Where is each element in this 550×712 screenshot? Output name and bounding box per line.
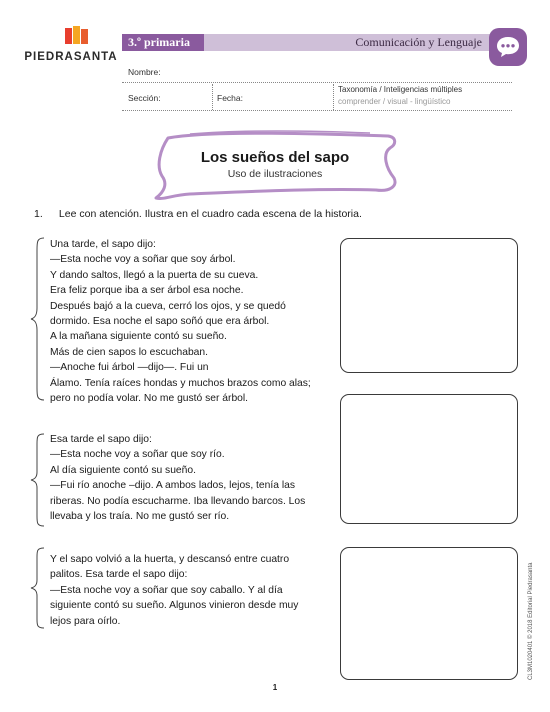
story-line: riberas. No podía escucharme. Iba llevando barcos. Los (50, 495, 306, 507)
date-label: Fecha: (217, 93, 243, 103)
form-divider (212, 84, 213, 110)
section-line (122, 110, 512, 111)
story-line: llevaba y los traía. No me gustó ser río. (50, 511, 230, 523)
story-line: Era feliz porque iba a ser árbol esa noche. (50, 285, 244, 297)
instruction-number: 1. (34, 208, 43, 220)
story-line: Y dando saltos, llegó a la puerta de su cueva. (50, 269, 259, 281)
story-line: dormido. Esa noche el sapo soñó que era árbol. (50, 316, 270, 328)
story-line: A la mañana siguiente contó su sueño. (50, 331, 227, 343)
story-block-1 (50, 237, 340, 406)
chat-bubble-icon (495, 35, 521, 59)
story-block-3 (50, 552, 340, 629)
instruction (34, 208, 362, 220)
subject-label: Comunicación y Lenguaje (355, 35, 482, 49)
story-line: Una tarde, el sapo dijo: (50, 239, 156, 250)
taxonomy-values: comprender / visual - lingüístico (338, 97, 451, 106)
story-line: Álamo. Tenía raíces hondas y muchos brazos como alas; (50, 377, 311, 389)
brace-icon (30, 546, 48, 630)
story-line: Más de cien sapos lo escuchaban. (50, 346, 208, 358)
page-number: 1 (272, 683, 278, 692)
chat-badge (489, 28, 527, 66)
illustration-box-3[interactable] (340, 547, 518, 680)
story-line: —Esta noche voy a soñar que soy río. (50, 449, 225, 461)
name-label: Nombre: (128, 67, 161, 77)
grade-label: 3.º primaria (122, 34, 204, 51)
story-line: Al día siguiente contó su sueño. (50, 464, 196, 476)
story-line: siguiente contó su sueño. Algunos vinieron desde muy (50, 600, 299, 612)
brace-icon (30, 236, 48, 402)
story-line: Después bajó a la cueva, cerró los ojos, y se quedó (50, 300, 286, 312)
illustration-box-2[interactable] (340, 394, 518, 524)
story-line: —Esta noche voy a soñar que soy caballo. Y al día (50, 584, 283, 596)
name-line[interactable] (122, 82, 512, 83)
story-line: —Fui río anoche –dijo. A ambos lados, lejos, tenía las (50, 480, 295, 492)
story-line: lejos para oírlo. (50, 615, 121, 627)
story-block-2 (50, 432, 340, 524)
copyright-note: CL3M1020401 © 2018 Editorial Piedrasanta (528, 562, 534, 680)
story-line: —Anoche fui árbol —dijo—. Fui un (50, 362, 209, 374)
form-divider (333, 84, 334, 110)
taxonomy-label: Taxonomía / Inteligencias múltiples (338, 85, 463, 94)
section-label: Sección: (128, 93, 161, 103)
story-line: Y el sapo volvió a la huerta, y descansó entre cuatro (50, 554, 290, 565)
book-stack-icon (63, 26, 91, 48)
publisher-logo (16, 26, 126, 72)
brace-icon (30, 432, 48, 528)
story-line: Esa tarde el sapo dijo: (50, 434, 152, 445)
story-line: palitos. Esa tarde el sapo dijo: (50, 569, 188, 581)
brand-name: PIEDRASANTA (24, 51, 118, 63)
page-subtitle: Uso de ilustraciones (227, 168, 323, 180)
illustration-box-1[interactable] (340, 238, 518, 373)
instruction-text: Lee con atención. Ilustra en el cuadro cada escena de la historia. (58, 208, 362, 220)
page-title: Los sueños del sapo (200, 149, 350, 166)
story-line: —Esta noche voy a soñar que soy árbol. (50, 254, 236, 266)
story-line: pero no podía volar. No me gustó ser árbol. (50, 393, 249, 405)
